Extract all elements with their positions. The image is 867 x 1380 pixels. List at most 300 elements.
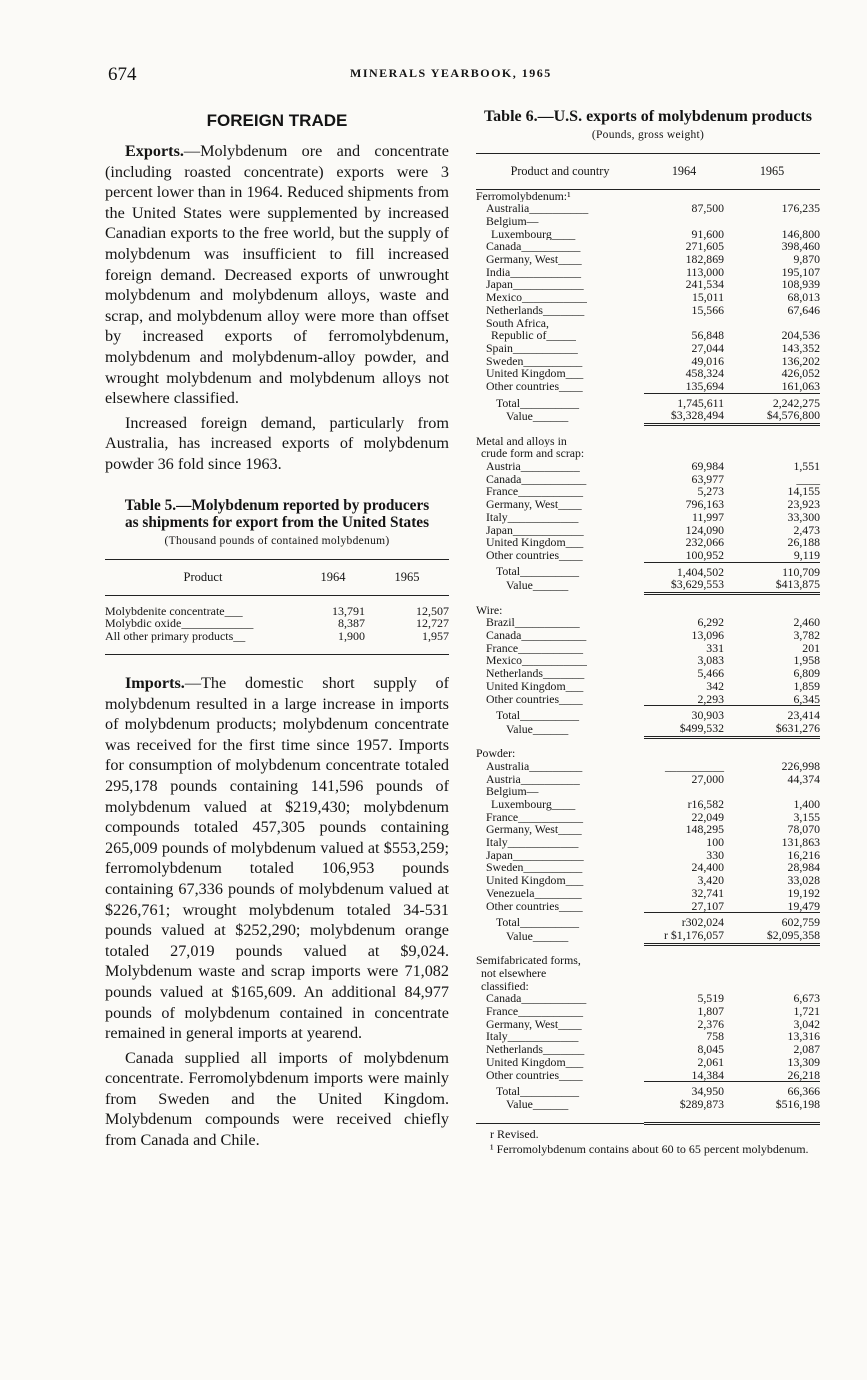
table6-cell-1964: 135,694 (685, 379, 724, 394)
table6-cell-1964: 6,292 (697, 615, 724, 630)
table6-row (476, 836, 820, 849)
table6-row (476, 202, 820, 215)
table5-cell-1964: 1,900 (338, 628, 365, 643)
table6-cell-1964: 13,096 (691, 628, 724, 642)
table6-cell-1965: 66,366 (724, 1082, 820, 1098)
table6-cell-product: Japan____________ (486, 523, 584, 537)
table6-cell-1964: 758 (706, 1029, 724, 1044)
table6-row (476, 380, 820, 393)
table6-cell-1965: 1,721 (793, 1003, 820, 1018)
exports-text: —Molybdenum ore and concentrate (including roasted concentrate) exports were 3 percent lower than in 1964. Reduced shipments from the United States were supplemented by increased Canadian exports to the free world, but the supply of molybdenum was insufficient to fill increased foreign demand. Decreased exports of unwrought molybdenum and molybdenum alloys, waste and scrap, and molybdenum alloy were more than offset by increased exports of ferromolybdenum, molybdenum and molybdenum-alloy powder, and wrought molybdenum and molybdenum alloys not elsewhere classified. (105, 142, 449, 408)
table6-cell-product: France___________ (486, 1004, 583, 1018)
table6-row (476, 473, 820, 486)
table6-cell-1964: 5,519 (697, 991, 724, 1006)
table6-cell-product: Value______ (506, 409, 569, 424)
table6-cell-1965: 201 (802, 640, 820, 655)
table6-row (476, 654, 820, 667)
table6-cell-product: Other countries____ (486, 380, 583, 394)
table6-cell-1965: 176,235 (781, 201, 820, 216)
table6-cell-product: Canada___________ (486, 992, 587, 1005)
table6-cell-1964: 5,466 (697, 666, 724, 681)
table6-cell-1965: 2,242,275 (724, 393, 820, 409)
right-column (476, 108, 820, 1156)
table6-cell-product: Total__________ (496, 707, 580, 722)
table6-cell-1965: 23,923 (787, 497, 820, 512)
table6-cell-1965: 33,028 (787, 873, 820, 888)
table6-row (476, 680, 820, 693)
table6-cell-product: Canada__________ (486, 240, 581, 254)
table6-row (476, 367, 820, 380)
table6-cell-product: France___________ (486, 810, 583, 824)
table6-row (476, 317, 820, 330)
table6-row (476, 355, 820, 368)
table6-cell-1964: 1,807 (697, 1003, 724, 1018)
table6-title: Table 6.—U.S. exports of molybdenum products (483, 108, 813, 125)
table5-cell-product: Molybdenite concentrate___ (105, 603, 243, 618)
table6-cell-product: Total__________ (496, 915, 580, 929)
table6-cell-1964: 32,741 (691, 885, 724, 900)
table6-cell-product: Austria__________ (486, 772, 580, 786)
table6-cell-product: Italy____________ (486, 836, 579, 849)
table6-cell-product: United Kingdom___ (486, 1055, 584, 1069)
table6-cell-1965: 13,316 (787, 1029, 820, 1044)
table6-row (476, 944, 820, 967)
table6-row (476, 1082, 820, 1098)
table6-cell-1965: 78,070 (787, 822, 820, 837)
table6-cell-1964: 14,384 (691, 1067, 724, 1082)
table6-cell-1965: 44,374 (787, 771, 820, 786)
table6-row (476, 189, 820, 202)
table6-footnotes (476, 1128, 820, 1156)
table6-row (476, 1005, 820, 1018)
table6-cell-1964: 87,500 (691, 201, 724, 216)
imports-lead: Imports. (125, 674, 185, 692)
table6-col-product: Product and country (476, 153, 644, 189)
table5-row (105, 617, 449, 630)
table6-cell-1965: 398,460 (781, 239, 820, 254)
table6-row (476, 849, 820, 862)
table6-cell-product: Germany, West____ (486, 253, 582, 266)
table6-cell-1964: 24,400 (691, 860, 724, 875)
table6-row (476, 253, 820, 266)
table6-cell-1964: r $1,176,057 (644, 929, 724, 944)
table6-cell-1964: 100 (706, 835, 724, 850)
table6-cell-1964 (644, 967, 724, 980)
table6-cell-1964: 8,045 (697, 1042, 724, 1057)
table6-cell-1965: 9,870 (793, 252, 820, 267)
table6-cell-1964: $289,873 (644, 1098, 724, 1123)
table6-cell-product: Canada___________ (486, 629, 587, 642)
table6-cell-product: Mexico___________ (486, 291, 587, 304)
table6-cell-1964: 27,000 (691, 771, 724, 786)
table6-cell-1964: r16,582 (687, 796, 724, 811)
table6-row (476, 1056, 820, 1069)
table6-cell-1964: 15,011 (691, 290, 724, 305)
table6-cell-1964: 458,324 (685, 366, 724, 381)
table6-cell-product: Luxembourg____ (491, 797, 576, 811)
table5-row (105, 630, 449, 655)
table6-row (476, 785, 820, 798)
table6-cell-1964: 2,061 (697, 1054, 724, 1069)
table6-cell-1965: 1,400 (793, 796, 820, 811)
table6-cell-1965: 26,218 (787, 1067, 820, 1082)
table6-row (476, 992, 820, 1005)
table6-col-1965: 1965 (724, 153, 820, 189)
table6-cell-1965: $2,095,358 (724, 929, 820, 944)
table6-cell-product: United Kingdom___ (486, 536, 584, 549)
table6-cell-1965: 19,192 (787, 885, 820, 900)
table6-cell-1964: 241,534 (685, 277, 724, 292)
table6-cell-1965 (724, 737, 820, 760)
table6-row (476, 1043, 820, 1056)
table6-row (476, 485, 820, 498)
table5-header (105, 559, 449, 595)
table6-cell-product: India____________ (486, 265, 582, 279)
table6-cell-1965: $516,198 (724, 1098, 820, 1123)
table6-cell-product: South Africa, (486, 316, 549, 330)
table6-row (476, 511, 820, 524)
table6-cell-1965: 3,782 (793, 628, 820, 642)
table5-cell-1964: 8,387 (338, 616, 365, 630)
table6-row (476, 811, 820, 824)
imports-text: —The domestic short supply of molybdenum resulted in a large increase in imports of molybdenum products; molybdenum concentrate was received for the first time since 1957. Imports for consumption of molybdenum concentrate totaled 295,178 pounds containing 141,596 pounds of molybdenum valued at $219,430; molybdenum compounds totaled 457,305 pounds containing 265,009 pounds of molybdenum valued at $553,259; ferromolybdenum totaled 106,953 pounds containing 67,336 pounds of molybdenum valued at $226,761; wrought molybdenum totaled 34-531 pounds valued at $252,290; molybdenum orange totaled 27,019 pounds valued at $9,024. Molybdenum waste and scrap imports were 71,082 pounds valued at $165,609. An additional 84,977 pounds of molybdenum contained in concentrate remained in general imports at yearend. (105, 674, 449, 1043)
table6-row (476, 425, 820, 448)
table6-cell-1964: 22,049 (691, 809, 724, 824)
table6-row (476, 1098, 820, 1123)
table6-cell-1964: 15,566 (691, 302, 724, 317)
table6-cell-product: Belgium— (486, 214, 539, 228)
table6-cell-1965: 6,673 (793, 991, 820, 1006)
table6-row (476, 498, 820, 511)
table6-cell-1964 (644, 737, 724, 760)
table6-row (476, 900, 820, 913)
table6-cell-1964 (644, 215, 724, 228)
table6-header (476, 153, 820, 189)
table6-cell-product: Value______ (506, 578, 569, 593)
table6-row (476, 616, 820, 629)
table6-cell-product: Austria__________ (486, 460, 580, 473)
table6-cell-1965: 426,052 (781, 366, 820, 381)
table6-grid (476, 153, 820, 1125)
table5-cell-1965: 12,727 (416, 616, 449, 630)
table6-row (476, 929, 820, 944)
table6-cell-1964: 148,295 (685, 822, 724, 837)
table6-cell-product: Germany, West____ (486, 823, 582, 837)
table5-row (105, 595, 449, 617)
table6-row (476, 861, 820, 874)
table6-cell-1965: 1,958 (793, 653, 820, 668)
table6-cell-product: Japan____________ (486, 848, 584, 862)
table6-cell-1964: 331 (706, 640, 724, 655)
table6-cell-1964: 182,869 (685, 252, 724, 267)
table6-cell-1965: $413,875 (724, 578, 820, 593)
table6-cell-1964: $3,328,494 (644, 409, 724, 424)
table6-row (476, 1069, 820, 1082)
table6-cell-1965: 2,473 (793, 522, 820, 537)
table6-cell-product: Italy____________ (486, 1030, 579, 1044)
table6-row (476, 240, 820, 253)
table6-cell-1965: 108,939 (781, 277, 820, 292)
exports-paragraph (105, 141, 449, 409)
table6-cell-1964: __________ (665, 758, 724, 773)
table6-cell-product: Luxembourg____ (491, 227, 576, 241)
table6-cell-1965: 67,646 (787, 302, 820, 317)
table6-cell-1964: 1,745,611 (644, 393, 724, 409)
table6-cell-1965: 68,013 (787, 290, 820, 305)
table6-cell-product: classified: (481, 979, 529, 993)
table6-row (476, 642, 820, 655)
table6-cell-1964: 1,404,502 (644, 562, 724, 578)
table6-cell-1964: 232,066 (685, 535, 724, 550)
table6-cell-1964: 27,044 (691, 340, 724, 355)
table5 (105, 497, 449, 656)
table6-cell-1964: 69,984 (691, 459, 724, 474)
table6-cell-product: Australia_________ (486, 759, 583, 773)
exports-paragraph-2: Increased foreign demand, particularly from Australia, has increased exports of molybdenum powder 36 fold since 1963. (105, 413, 449, 473)
table6-row (476, 667, 820, 680)
table6-cell-1965: $631,276 (724, 722, 820, 737)
table6-cell-1964: 2,376 (697, 1016, 724, 1031)
imports-paragraph (105, 673, 449, 1044)
table6-cell-1965: 1,859 (793, 678, 820, 693)
table6-row (476, 578, 820, 593)
table6-cell-product: Mexico___________ (486, 654, 587, 668)
table6-cell-1965: 161,063 (781, 379, 820, 394)
table6-cell-product: Value______ (506, 721, 569, 736)
table6-cell-product: Metal and alloys in (476, 433, 567, 448)
table6-cell-1964: 91,600 (691, 226, 724, 241)
table5-cell-product: All other primary products__ (105, 628, 246, 643)
table6-cell-product: Netherlands_______ (486, 667, 585, 680)
footnote: ¹ Ferromolybdenum contains about 60 to 65 percent molybdenum. (490, 1142, 809, 1157)
table6-row (476, 980, 820, 993)
table6-row (476, 524, 820, 537)
table6-cell-1965: 23,414 (724, 706, 820, 722)
table6-row (476, 773, 820, 786)
table6-cell-product: Other countries____ (486, 548, 583, 563)
table6-cell-product: Germany, West____ (486, 1017, 582, 1031)
table6-cell-product: Australia__________ (486, 202, 589, 215)
table6-cell-product: Total__________ (496, 1083, 580, 1098)
table6-cell-1965: 6,809 (793, 666, 820, 681)
table6-cell-1965: 6,345 (793, 691, 820, 706)
table6-row (476, 228, 820, 241)
table6-cell-1964: $499,532 (644, 722, 724, 737)
table6-cell-product: Brazil___________ (486, 616, 580, 629)
table6-cell-1964: 30,903 (644, 706, 724, 722)
table6-cell-1965: 14,155 (787, 484, 820, 499)
table6-row (476, 1030, 820, 1043)
table6-cell-product: France___________ (486, 485, 583, 499)
table6-cell-product: United Kingdom___ (486, 874, 584, 887)
table6-cell-1964: 56,848 (691, 328, 724, 343)
table6-row (476, 549, 820, 562)
table5-subtitle: (Thousand pounds of contained molybdenum) (164, 534, 390, 547)
table6-cell-product: Other countries____ (486, 1068, 583, 1082)
table6-cell-product: Total__________ (496, 564, 580, 579)
table6-cell-product: Value______ (506, 1097, 569, 1112)
table5-grid (105, 559, 449, 656)
table6-row (476, 798, 820, 811)
table6-cell-product: Venezuela________ (486, 886, 582, 900)
table6-cell-1965: 2,087 (793, 1042, 820, 1057)
table6-cell-1964: 796,163 (685, 497, 724, 512)
table6-cell-1965: 19,479 (787, 898, 820, 913)
table6-cell-1965: 1,551 (793, 459, 820, 474)
table6-row (476, 760, 820, 773)
table6-cell-1964: 3,083 (697, 653, 724, 668)
table5-cell-1965: 12,507 (416, 603, 449, 618)
footnote: r Revised. (490, 1126, 539, 1141)
table6-cell-product: Belgium— (486, 785, 539, 798)
table6-row (476, 536, 820, 549)
table6-cell-product: Republic of_____ (491, 329, 576, 342)
table6-row (476, 629, 820, 642)
table6-cell-1964: 3,420 (697, 873, 724, 888)
table6-cell-1965: 26,188 (787, 535, 820, 550)
table6-row (476, 278, 820, 291)
table6-cell-1964: 124,090 (685, 522, 724, 537)
section-title: FOREIGN TRADE (206, 111, 348, 130)
table6-cell-1965: 602,759 (724, 913, 820, 929)
table6-row (476, 594, 820, 617)
table6-row (476, 304, 820, 317)
table6-col-1964: 1964 (644, 153, 724, 189)
table6-cell-product: Total__________ (496, 395, 580, 410)
table6-cell-product: Wire: (476, 602, 503, 617)
table6-cell-1964: $3,629,553 (644, 578, 724, 593)
table6-row (476, 823, 820, 836)
table6-cell-1965 (724, 944, 820, 967)
table6-cell-product: Ferromolybdenum:¹ (476, 189, 571, 203)
table6-cell-product: Powder: (476, 746, 516, 760)
table6-cell-1965: 110,709 (724, 562, 820, 578)
table6-cell-1964: 49,016 (691, 353, 724, 368)
table6-row (476, 887, 820, 900)
table6-row (476, 393, 820, 409)
exports-lead: Exports. (125, 142, 184, 160)
table6-cell-1965: 28,984 (787, 860, 820, 875)
table6-row (476, 737, 820, 760)
table6-cell-1965: 136,202 (781, 353, 820, 368)
table6-cell-1964: 2,293 (697, 691, 724, 706)
table6-cell-1965: 146,800 (781, 226, 820, 241)
table6-cell-1965: 2,460 (793, 615, 820, 630)
table6-cell-1965 (724, 215, 820, 228)
table6-cell-product: Netherlands_______ (486, 303, 585, 317)
table6-cell-1964: 34,950 (644, 1082, 724, 1098)
table6-row (476, 874, 820, 887)
table6-cell-1965 (724, 425, 820, 448)
table6-cell-1964: 342 (706, 678, 724, 693)
table6-cell-product: France___________ (486, 641, 583, 655)
table6-cell-1964: 63,977 (691, 471, 724, 486)
table6-cell-product: Value______ (506, 928, 569, 943)
table6-cell-product: Other countries____ (486, 692, 583, 706)
table6-row (476, 447, 820, 460)
table6-cell-1964: 27,107 (691, 898, 724, 913)
table6-cell-1964 (644, 594, 724, 617)
running-title: MINERALS YEARBOOK, 1965 (350, 66, 552, 80)
table6-cell-1965: ____ (796, 471, 820, 486)
table6-cell-1964: 100,952 (685, 547, 724, 562)
table5-cell-1964: 13,791 (332, 603, 365, 618)
table6-cell-product: Japan____________ (486, 278, 584, 292)
table6-cell-product: not elsewhere (481, 966, 547, 980)
table6-cell-1965: 226,998 (781, 758, 820, 773)
table6-cell-1964: 11,997 (691, 509, 724, 524)
table6-row (476, 409, 820, 424)
table6-cell-1965: 143,352 (781, 340, 820, 355)
table6-cell-product: Sweden__________ (486, 354, 583, 368)
table5-cell-product: Molybdic oxide____________ (105, 616, 254, 630)
table6-cell-product: Canada___________ (486, 472, 587, 486)
table6-cell-product: United Kingdom___ (486, 367, 584, 381)
table6-cell-product: Other countries____ (486, 899, 583, 913)
imports-paragraph-2: Canada supplied all imports of molybdenum concentrate. Ferromolybdenum imports were mainly from Sweden and the United Kingdom. Molybdenum compounds were received chiefly from Canada and Chile. (105, 1048, 449, 1150)
table5-col-1965: 1965 (365, 559, 449, 595)
table6-subtitle: (Pounds, gross weight) (591, 128, 705, 141)
table6-row (476, 693, 820, 706)
table6-cell-1964: 5,273 (697, 484, 724, 499)
table6-cell-1965 (724, 594, 820, 617)
table6-row (476, 913, 820, 929)
table5-col-product: Product (105, 559, 301, 595)
left-column (105, 108, 449, 1155)
table6-row (476, 215, 820, 228)
table6-cell-1965 (724, 967, 820, 980)
table6-cell-product: Spain___________ (486, 341, 578, 355)
table5-title: Table 5.—Molybdenum reported by producers as shipments for export from the United States (124, 496, 430, 531)
table6-row (476, 266, 820, 279)
table6-cell-1964: 330 (706, 847, 724, 862)
table6-row (476, 706, 820, 722)
table6-row (476, 967, 820, 980)
table6-cell-product: crude form and scrap: (481, 447, 585, 461)
table6-cell-1965: 33,300 (787, 509, 820, 524)
table6-cell-1964 (644, 425, 724, 448)
table6-cell-product: United Kingdom___ (486, 679, 584, 693)
table6-cell-product: Netherlands_______ (486, 1043, 585, 1056)
table6-cell-1964: 271,605 (685, 239, 724, 254)
table6-cell-1965: 204,536 (781, 328, 820, 343)
table6-cell-1965: 9,119 (793, 547, 820, 562)
table5-cell-1965: 1,957 (422, 628, 449, 643)
table6-cell-product: Sweden__________ (486, 861, 583, 875)
page-number: 674 (108, 64, 137, 85)
table6-row (476, 342, 820, 355)
table6-row (476, 722, 820, 737)
table6-cell-1965: $4,576,800 (724, 409, 820, 424)
table6-row (476, 291, 820, 304)
table6-cell-product: Germany, West____ (486, 498, 582, 511)
table6-cell-product: Semifabricated forms, (476, 953, 581, 967)
table6-cell-1965: 13,309 (787, 1054, 820, 1069)
table6-cell-1965: 16,216 (787, 847, 820, 862)
table6-row (476, 329, 820, 342)
table5-col-1964: 1964 (301, 559, 365, 595)
table6-row (476, 460, 820, 473)
table6-row (476, 1018, 820, 1031)
table6-cell-1965: 3,155 (793, 809, 820, 824)
table6-cell-1965: 195,107 (781, 264, 820, 279)
table6-cell-1964: r302,024 (644, 913, 724, 929)
table6-row (476, 562, 820, 578)
table6-cell-1964: 113,000 (686, 264, 724, 279)
table6-cell-product: Italy____________ (486, 510, 579, 524)
table6-cell-1965: 131,863 (781, 835, 820, 850)
table6-cell-1964 (644, 944, 724, 967)
